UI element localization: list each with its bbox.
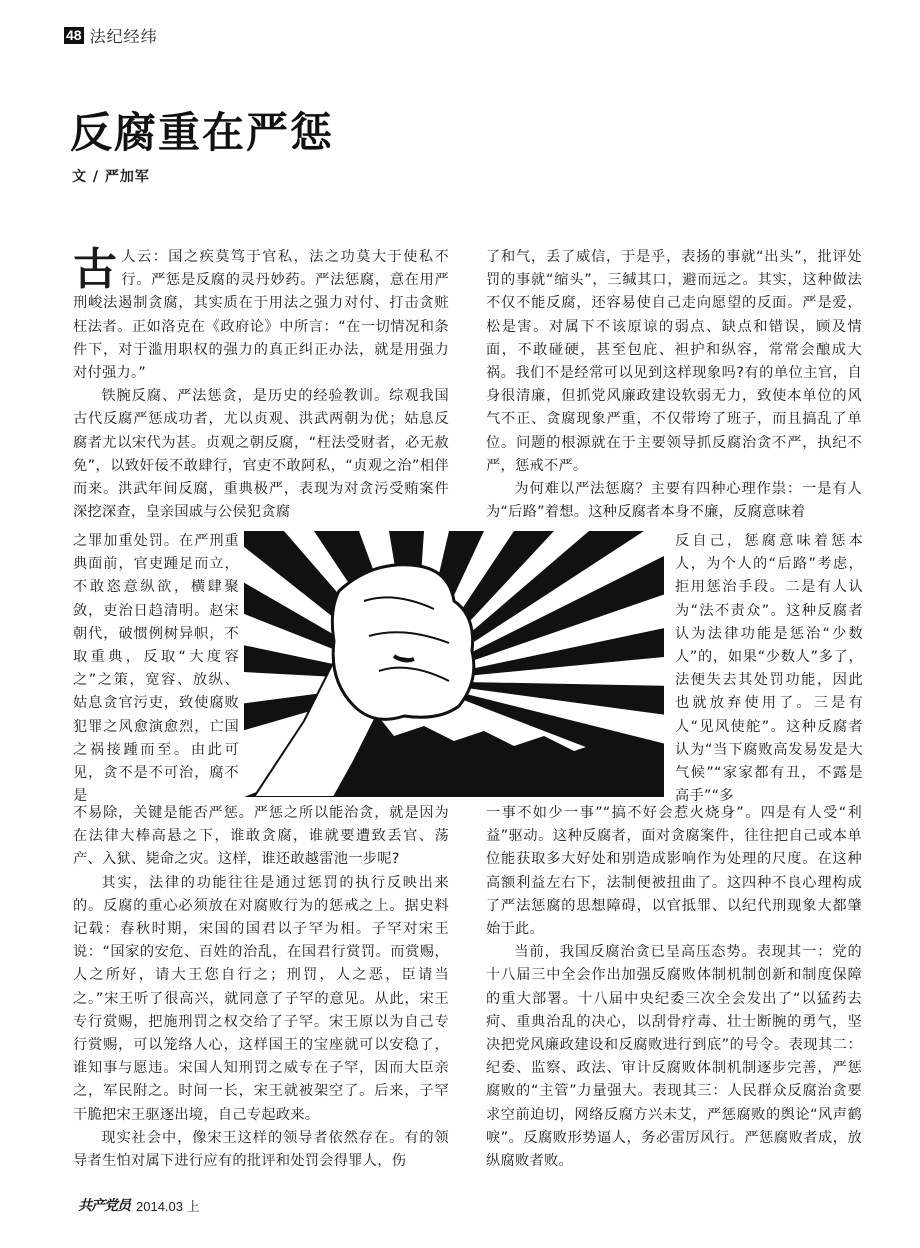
article-byline: 文 / 严加军 (72, 169, 150, 185)
paragraph-2-wrap: 之罪加重处罚。在严刑重典面前，官吏踵足而立，不敢恣意纵欲，横肆聚敛，吏治日趋清明。赵宋朝代，破惯例树异帜，不取重典，反取“大度容之”之策，宽容、放纵、姑息贪官污吏，致使腐败犯罪之风愈演愈烈，亡国之祸接踵而至。由此可见，贪不是不可治，腐不是 (73, 533, 239, 805)
paragraph-2-end: 不易除，关键是能否严惩。严惩之所以能治贪，就是因为在法律大棒高悬之下，谁敢贪腐，谁就要遭致丢官、荡产、入狱、毙命之灾。这样，谁还敢越雷池一步呢? (73, 805, 449, 868)
section-name: 法纪经纬 (89, 27, 158, 46)
page-number-badge: 48 (66, 27, 82, 43)
issue-date: 2014.03 上 (136, 1198, 200, 1214)
paragraph-5: 为何难以严法惩腐？主要有四种心理作祟：一是有人为“后路”着想。这种反腐者本身不廉，反腐意味着 (486, 481, 862, 521)
article-title: 反腐重在严惩 (70, 108, 335, 157)
drop-cap: 古 (73, 244, 118, 295)
page-footer (78, 1195, 200, 1215)
paragraph-3: 其实，法律的功能往往是通过惩罚的执行反映出来的。反腐的重心必须放在对腐败行为的惩戒之上。据史料记载：春秋时期，宋国的国君以子罕为相。子罕对宋王说：“国家的安危、百姓的治乱，在国君行赏罚。而赏赐，人之所好，请大王您自行之；刑罚，人之恶，臣请当之。”宋王听了很高兴，就同意了子罕的意见。从此，宋王专行赏赐，把施刑罚之权交给了子罕。宋王原以为自己专行赏赐，可以笼络人心，这样国王的宝座就可以安稳了，谁知事与愿违。宋国人知刑罚之威专在子罕，因而大臣亲之，军民附之。时间一长，宋王就被架空了。后来，子罕干脆把宋王驱逐出境，自己专起政来。 (73, 874, 449, 1123)
right-column-bottom (486, 802, 862, 1173)
paragraph-1-text: 人云：国之疾莫笃于官私，法之功莫大于使私不行。严惩是反腐的灵丹妙药。严法惩腐，意在用严刑峻法遏制贪腐，其实质在于用法之强力对付、打击贪赃枉法者。正如洛克在《政府论》中所言：“在一切情况和条件下，对于滥用职权的强力的真正纠正办法，就是用强力对付强力。” (73, 249, 449, 382)
fist-illustration (244, 531, 664, 797)
fist-sunburst-icon (244, 531, 664, 797)
paragraph-1 (73, 246, 449, 385)
paragraph-5-wrap: 反自己，惩腐意味着惩本人，为个人的“后路”考虑，拒用惩治手段。二是有人认为“法不责众”。这种反腐者认为法律功能是惩治“少数人”的，如果“少数人”多了，法便失去其处罚功能，因此也就放弃使用了。三是有人“见风使舵”。这种反腐者认为“当下腐败高发易发是大气候”“家家都有丑，不露是高手”“多 (675, 533, 863, 805)
paragraph-6: 当前，我国反腐治贪已呈高压态势。表现其一：党的十八届三中全会作出加强反腐败体制机制创新和制度保障的重大部署。十八届中央纪委三次全会发出了“以猛药去疴、重典治乱的决心，以刮骨疗毒、壮士断腕的勇气，坚决把党风廉政建设和反腐败进行到底”的号令。表现其二：纪委、监察、政法、审计反腐败体制机制逐步完善，严惩腐败的“主管”力量强大。表现其三：人民群众反腐治贪要求空前迫切，网络反腐方兴未艾，严惩腐败的舆论“风声鹤唳”。反腐败形势逼人，务必雷厉风行。严惩腐败者成，放纵腐败者败。 (486, 944, 862, 1170)
left-column-top (73, 246, 449, 524)
paragraph-5-end: 一事不如少一事”“搞不好会惹火烧身”。四是有人受“利益”驱动。这种反腐者，面对贪腐案件，往往把自己或本单位能获取多大好处和别造成影响作为处理的尺度。在这种高额利益左右下，法制便被扭曲了。这四种不良心理构成了严法惩腐的思想障碍，以官抵罪、以纪代刑现象大都肇始于此。 (486, 805, 862, 938)
right-column-top (486, 246, 862, 524)
left-column-bottom (73, 802, 449, 1173)
paragraph-4: 现实社会中，像宋王这样的领导者依然存在。有的领导者生怕对属下进行应有的批评和处罚会得罪人，伤 (73, 1129, 449, 1170)
page-header (64, 24, 158, 47)
magazine-logo: 共产党员 (78, 1198, 130, 1214)
paragraph-4-continued: 了和气，丢了威信，于是乎，表扬的事就“出头”，批评处罚的事就“缩头”，三缄其口，避而远之。其实，这种做法不仅不能反腐，还容易使自己走向愿望的反面。严是爱，松是害。对属下不该原谅的弱点、缺点和错误，顾及情面，不敢碰硬，甚至包庇、袒护和纵容，常常会酿成大祸。我们不是经常可以见到这样现象吗?有的单位主官，自身很清廉，但抓党风廉政建设软弱无力，致使本单位的风气不正、贪腐现象严重，不仅带垮了班子，而且搞乱了单位。问题的根源就在于主要领导抓反腐治贪不严，执纪不严，惩戒不严。 (486, 249, 862, 474)
paragraph-2: 铁腕反腐、严法惩贪，是历史的经验教训。综观我国古代反腐严惩成功者，尤以贞观、洪武两朝为优；姑息反腐者尤以宋代为甚。贞观之朝反腐，“枉法受财者，必无赦免”，以致奸佞不敢肆行，官吏不敢阿私，“贞观之治”相伴而来。洪武年间反腐，重典极严，表现为对贪污受贿案件深挖深查，皇亲国戚与公侯犯贪腐 (73, 388, 449, 521)
left-column-wrap-text (73, 530, 239, 808)
right-column-wrap-text (675, 530, 863, 808)
